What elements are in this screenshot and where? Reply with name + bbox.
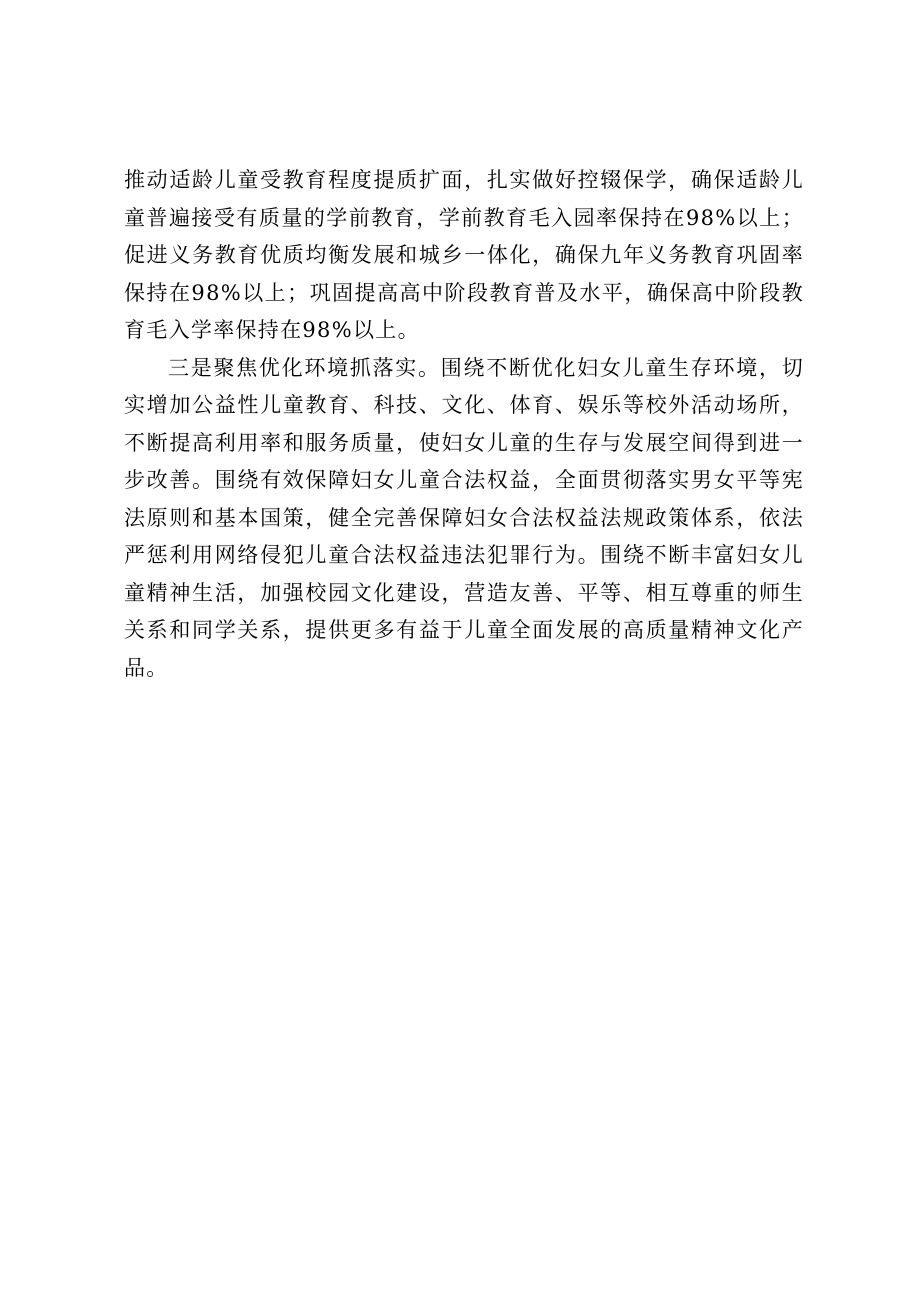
paragraph-environment-measures: 三是聚焦优化环境抓落实。围绕不断优化妇女儿童生存环境，切实增加公益性儿童教育、科技、文化、体育、娱乐等校外活动场所，不断提高利用率和服务质量，使妇女儿童的生存与发展空间得到进一步改善。围绕有效保障妇女儿童合法权益，全面贯彻落实男女平等宪法原则和基本国策，健全完善保障妇女合法权益法规政策体系，依法严惩利用网络侵犯儿童合法权益违法犯罪行为。围绕不断丰富妇女儿童精神生活，加强校园文化建设，营造友善、平等、相互尊重的师生关系和同学关系，提供更多有益于儿童全面发展的高质量精神文化产品。 <box>124 355 804 680</box>
document-body <box>124 162 804 687</box>
paragraph-education-targets: 推动适龄儿童受教育程度提质扩面，扎实做好控辍保学，确保适龄儿童普遍接受有质量的学前教育，学前教育毛入园率保持在98%以上；促进义务教育优质均衡发展和城乡一体化，确保九年义务教育巩固率保持在98%以上；巩固提高高中阶段教育普及水平，确保高中阶段教育毛入学率保持在98%以上。 <box>124 168 804 342</box>
